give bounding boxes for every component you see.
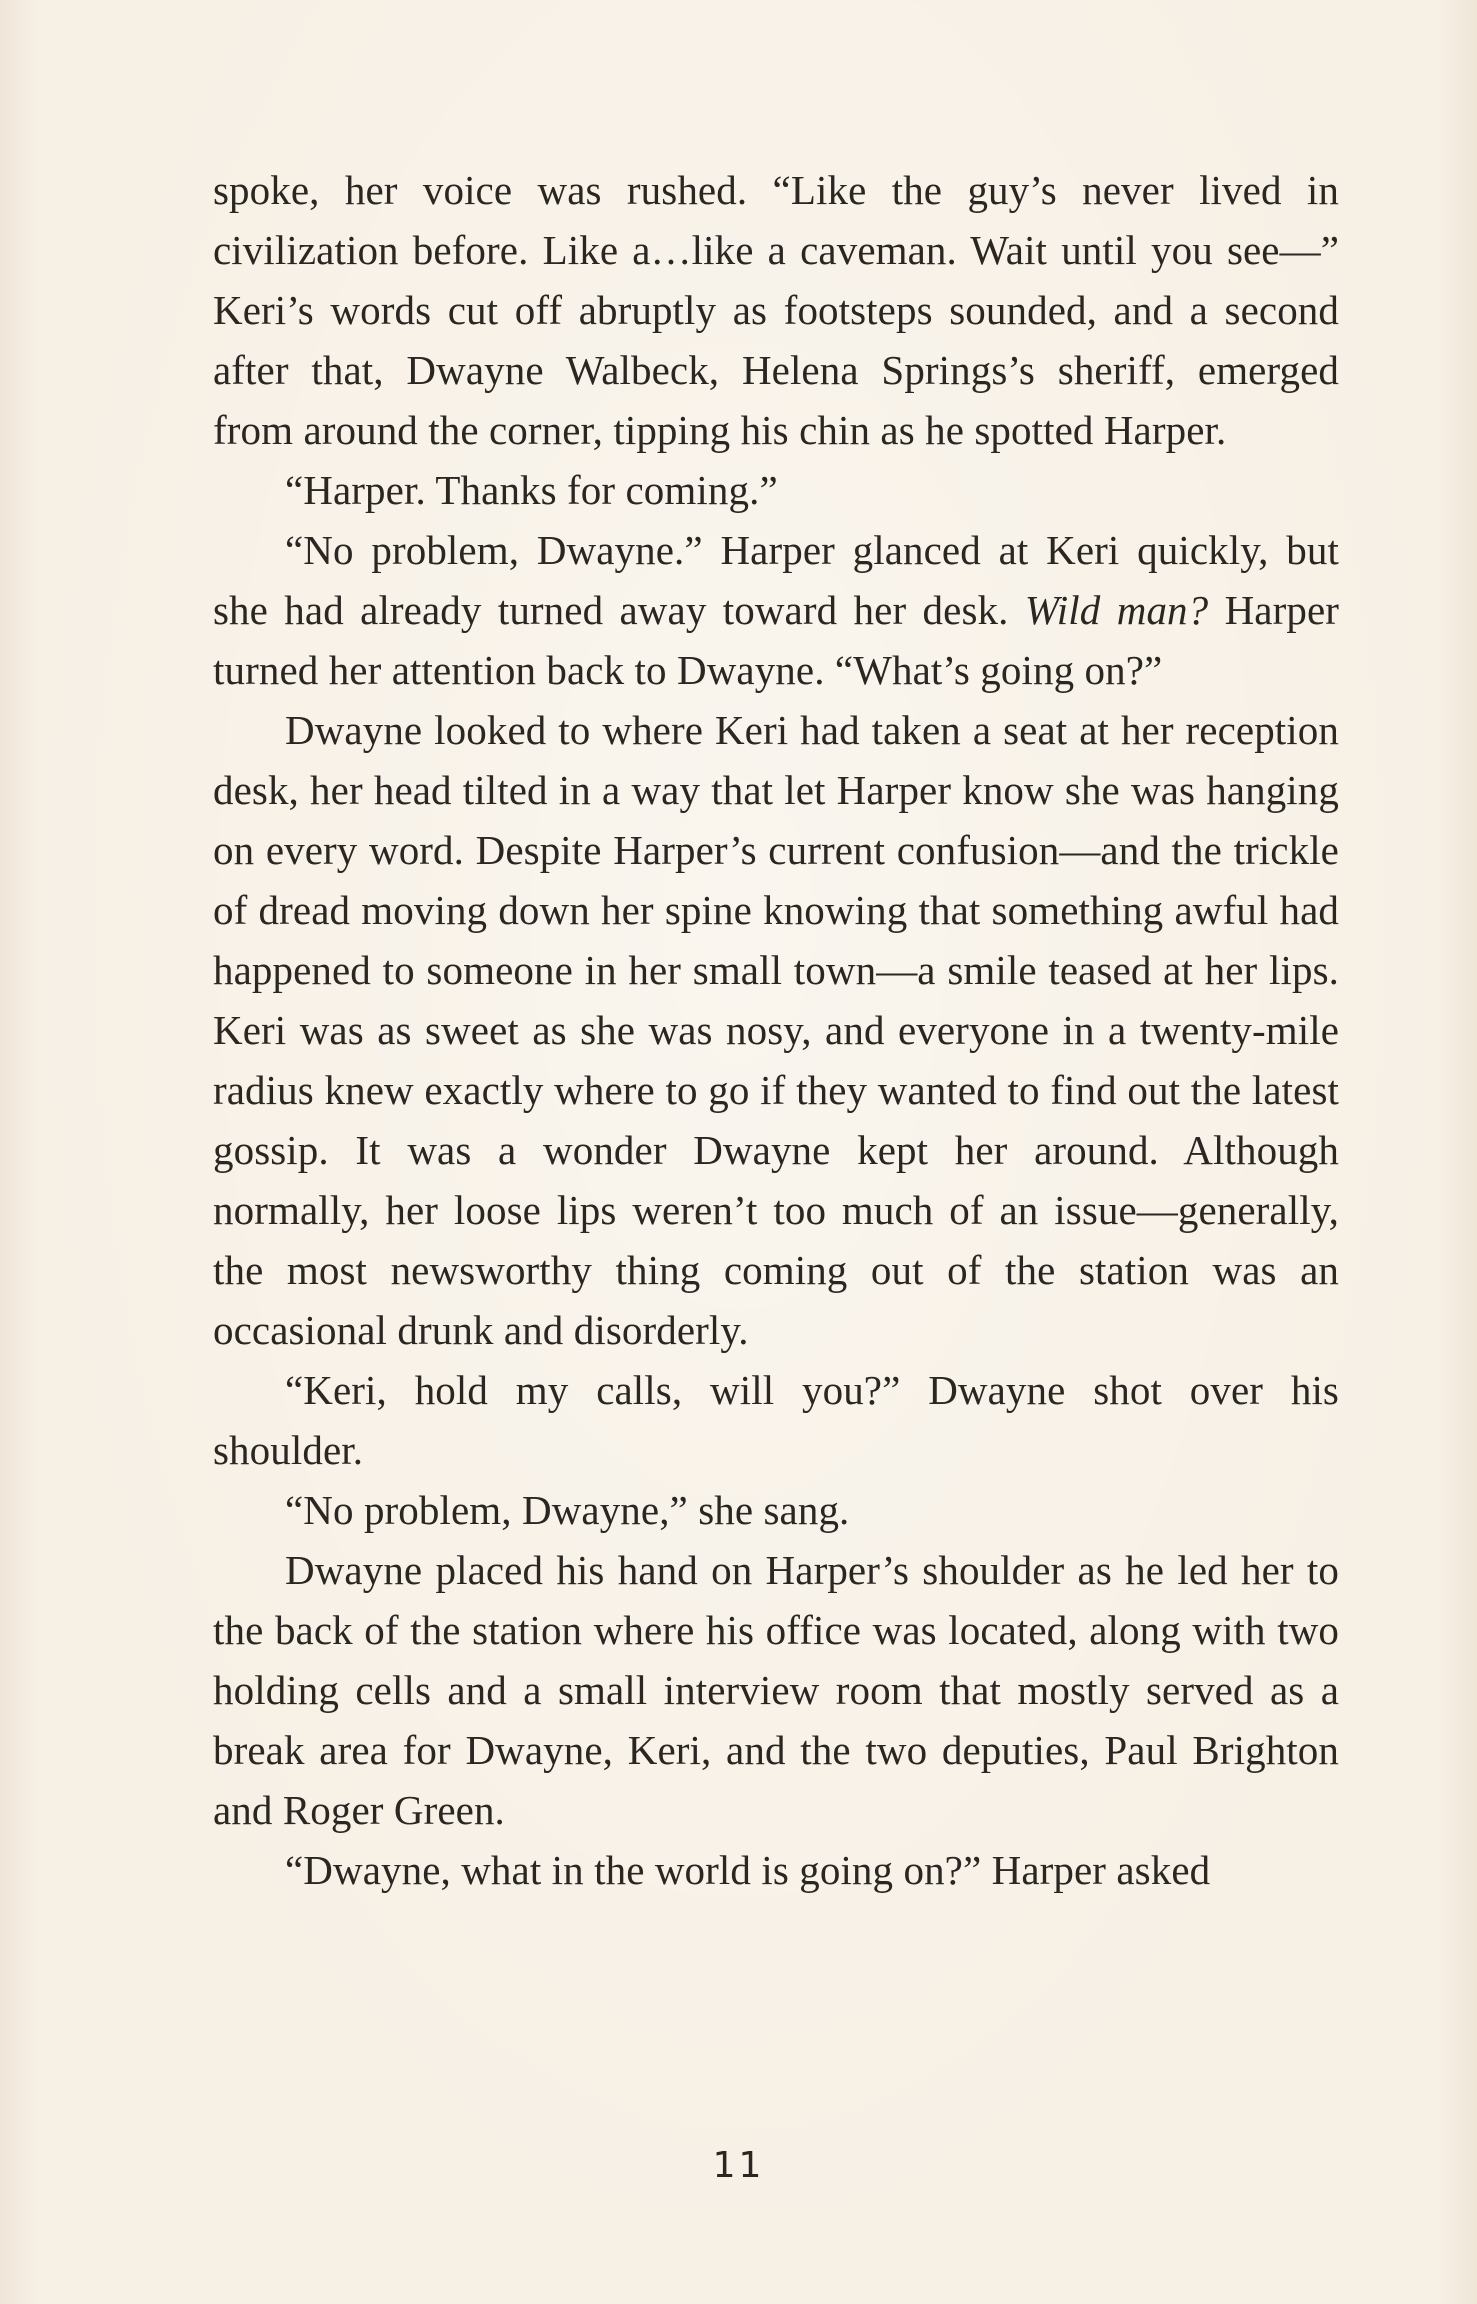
paragraph-1: spoke, her voice was rushed. “Like the guy’s never lived in civilization before. Like a…like a caveman. Wait until you see—” Keri’s words cut off abruptly as footsteps sounded, and a second after that, Dwayne Walbeck, Helena Springs’s sheriff, emerged from around the corner, tipping his chin as he spotted Harper. bbox=[213, 167, 1339, 453]
paragraph-5: “Keri, hold my calls, will you?” Dwayne shot over his shoulder. bbox=[213, 1367, 1339, 1473]
body-text bbox=[213, 160, 1339, 1900]
paragraph-3: “No problem, Dwayne.” Harper glanced at Keri quickly, but she had already turned away toward her desk. Wild man? Harper turned her attention back to Dwayne. “What’s going on?” bbox=[213, 527, 1340, 693]
paragraph-4: Dwayne looked to where Keri had taken a seat at her reception desk, her head tilted in a way that let Harper know she was hanging on every word. Despite Harper’s current confusion—and the trickle of dread moving down her spine knowing that something awful had happened to someone in her small town—a smile teased at her lips. Keri was as sweet as she was nosy, and everyone in a twenty-mile radius knew exactly where to go if they wanted to find out the latest gossip. It was a wonder Dwayne kept her around. Although normally, her loose lips weren’t too much of an issue—generally, the most newsworthy thing coming out of the station was an occasional drunk and disorderly. bbox=[213, 707, 1339, 1353]
paragraph-6: “No problem, Dwayne,” she sang. bbox=[285, 1487, 850, 1533]
page-number: 11 bbox=[712, 2145, 765, 2186]
italic-phrase: Wild man? bbox=[1024, 587, 1209, 633]
paragraph-2: “Harper. Thanks for coming.” bbox=[285, 467, 778, 513]
paragraph-7: Dwayne placed his hand on Harper’s shoulder as he led her to the back of the station where his office was located, along with two holding cells and a small interview room that mostly served as a break area for Dwayne, Keri, and the two deputies, Paul Brighton and Roger Green. bbox=[213, 1547, 1339, 1833]
paragraph-8: “Dwayne, what in the world is going on?” Harper asked bbox=[285, 1847, 1211, 1893]
